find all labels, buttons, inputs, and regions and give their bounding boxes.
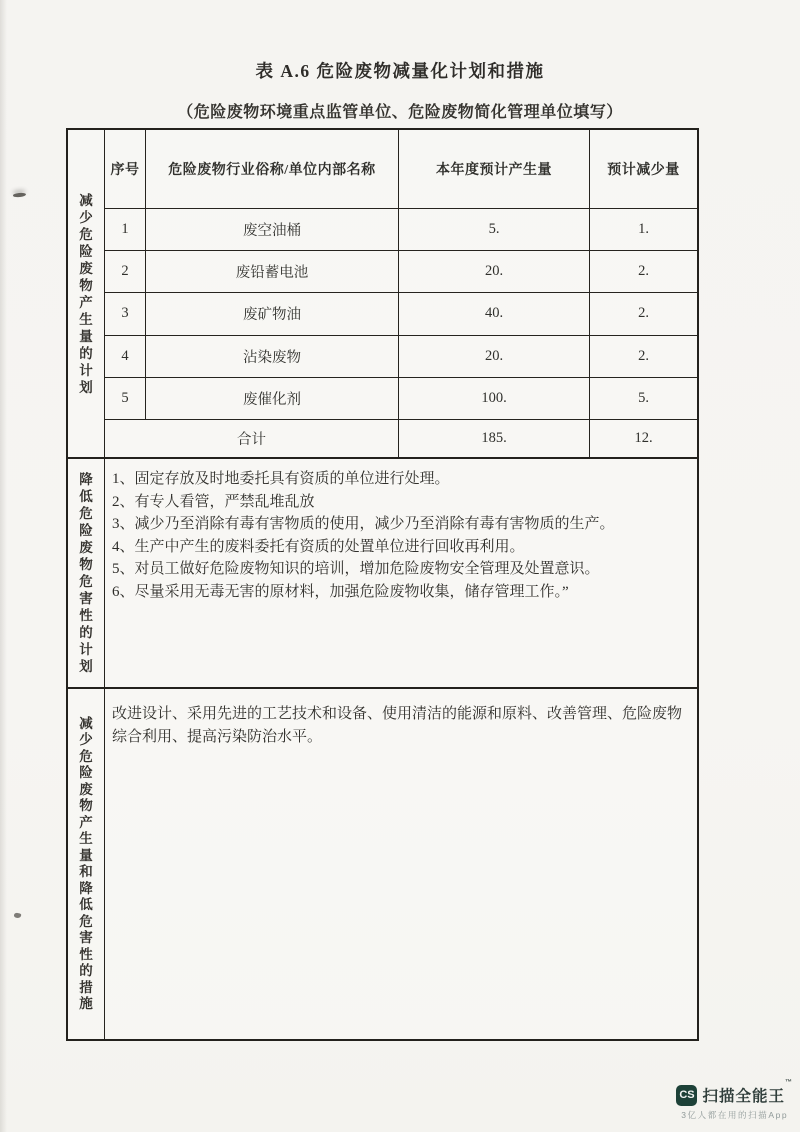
harm-plan-item: 4、生产中产生的废料委托有资质的处置单位进行回收再利用。 <box>112 538 525 555</box>
section-reduce-harm-plan <box>68 457 697 687</box>
total-reduced-value: 12. <box>589 419 697 457</box>
section-b-stub-label: 降低危险废物危害性的计划 <box>79 472 93 674</box>
total-produced-value: 185. <box>398 419 589 457</box>
row-produced-value: 100. <box>398 377 589 419</box>
scan-smudge-bottom <box>13 912 21 919</box>
col-header-waste-name: 危险废物行业俗称/单位内部名称 <box>145 130 398 208</box>
section-reduction-quantity-plan <box>68 130 697 457</box>
total-row-label: 合计 <box>105 419 398 457</box>
row-index: 1 <box>105 208 145 250</box>
harm-plan-item: 1、固定存放及时地委托具有资质的单位进行处理。 <box>112 471 450 487</box>
harm-plan-item: 3、减少乃至消除有毒有害物质的使用，减少乃至消除有毒有害物质的生产。 <box>112 516 615 532</box>
section-measures <box>68 687 697 1039</box>
reduction-plan-table <box>66 128 699 1041</box>
harm-plan-item: 2、有专人看管，严禁乱堆乱放 <box>112 493 315 510</box>
app-name-text: 扫描全能王 <box>702 1088 785 1105</box>
section-c-stub <box>68 689 105 1039</box>
harm-plan-item: 5、对员工做好危险废物知识的培训，增加危险废物安全管理及处置意识。 <box>112 561 600 577</box>
page-subtitle: （危险废物环境重点监管单位、危险废物简化管理单位填写） <box>177 104 623 121</box>
camscanner-app-name <box>702 1079 793 1106</box>
camscanner-tagline: 3亿人都在用的扫描App <box>681 1110 789 1120</box>
row-index: 2 <box>105 250 145 292</box>
scan-smudge-top <box>13 192 26 197</box>
camscanner-logo-icon: CS <box>676 1085 697 1106</box>
row-waste-name: 废催化剂 <box>145 377 398 419</box>
row-produced-value: 40. <box>398 292 589 334</box>
row-index: 4 <box>105 335 145 377</box>
scan-edge-shadow <box>0 0 7 1132</box>
section-b-stub <box>68 459 105 687</box>
row-reduced-value: 2. <box>589 292 697 334</box>
row-reduced-value: 2. <box>589 250 697 292</box>
harm-plan-item: 6、尽量采用无毒无害的原材料，加强危险废物收集，储存管理工作。” <box>112 583 569 600</box>
row-reduced-value: 5. <box>589 377 697 419</box>
camscanner-watermark <box>676 1079 793 1121</box>
row-produced-value: 20. <box>398 250 589 292</box>
section-a-stub-label: 减少危险废物产生量的计划 <box>79 192 93 395</box>
col-header-index: 序号 <box>110 163 140 178</box>
section-a-stub <box>68 130 105 457</box>
row-index: 3 <box>105 292 145 334</box>
col-header-expected-produced: 本年度预计产生量 <box>398 130 589 208</box>
row-waste-name: 废矿物油 <box>145 292 398 334</box>
row-reduced-value: 1. <box>589 208 697 250</box>
row-waste-name: 废空油桶 <box>145 208 398 250</box>
harm-plan-list <box>105 459 697 687</box>
row-reduced-value: 2. <box>589 335 697 377</box>
row-waste-name: 沾染废物 <box>145 335 398 377</box>
row-waste-name: 废铅蓄电池 <box>145 250 398 292</box>
row-index: 5 <box>105 377 145 419</box>
col-header-expected-reduced: 预计减少量 <box>589 130 697 208</box>
row-produced-value: 20. <box>398 335 589 377</box>
measures-text: 改进设计、采用先进的工艺技术和设备、使用清洁的能源和原料、改善管理、危险废物综合利用、提高污染防治水平。 <box>112 706 683 745</box>
page-title: 表 A.6 危险废物减量化计划和措施 <box>255 61 545 81</box>
waste-table-grid <box>105 130 697 457</box>
row-produced-value: 5. <box>398 208 589 250</box>
trademark-symbol: ™ <box>785 1079 793 1086</box>
section-c-stub-label: 减少危险废物产生量和降低危害性的措施 <box>79 715 93 1011</box>
